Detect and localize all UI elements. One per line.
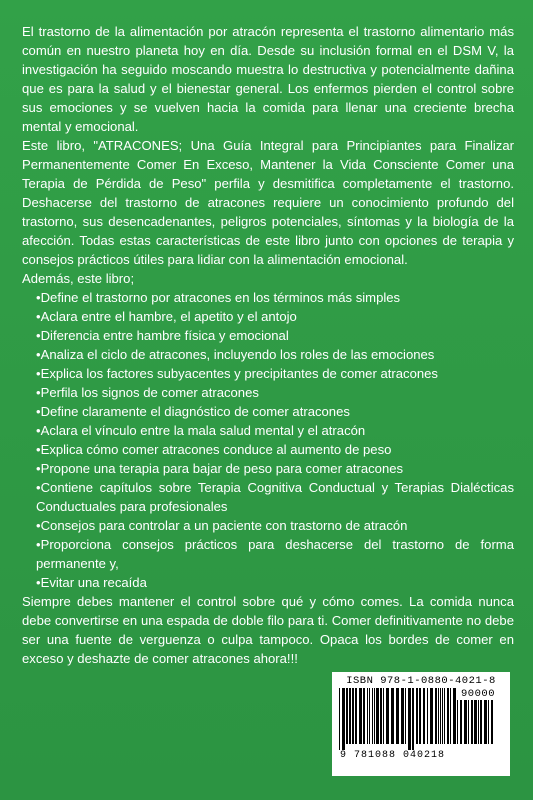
- list-item: •Evitar una recaída: [36, 575, 147, 590]
- barcode-bar: [427, 688, 428, 744]
- barcode-bar: [491, 700, 493, 744]
- barcode-bar: [438, 688, 439, 744]
- barcode-bar: [346, 688, 348, 744]
- barcode-bar: [478, 700, 479, 744]
- barcode-bar: [412, 688, 414, 750]
- barcode-bar: [342, 688, 345, 750]
- list-item: •Aclara el vínculo entre la mala salud mental y el atracón: [36, 423, 366, 438]
- barcode-bar: [471, 700, 473, 744]
- intro-paragraph-1: El trastorno de la alimentación por atracón representa el trastorno alimentario más común en nuestro planeta hoy en día. Desde su inclusión formal en el DSM V, la investigación ha seguido moscando muestra lo destructiva y potencialmente dañina que es para la salud y el bienestar general. Los enfermos pierden el control sobre sus emociones y se vuelven hacia la comida para llenar una creciente brecha mental y emocional.: [22, 24, 514, 134]
- closing-paragraph: Siempre debes mantener el control sobre qué y cómo comes. La comida nunca debe convertirse en una espada de doble filo para ti. Comer definitivamente no debe ser una fuente de verguenza o culpa tampoco. Opaca los bordes de comer en exceso y deshazte de comer atracones ahora!!!: [22, 594, 514, 666]
- list-item: •Analiza el ciclo de atracones, incluyendo los roles de las emociones: [36, 347, 435, 362]
- barcode-bar: [488, 700, 489, 744]
- barcode-bar: [474, 700, 477, 744]
- list-item: •Contiene capítulos sobre Terapia Cognitiva Conductual y Terapias Dialécticas Conductuales para profesionales: [36, 480, 514, 514]
- barcode-bar: [349, 688, 351, 744]
- list-item: •Aclara entre el hambre, el apetito y el antojo: [36, 309, 297, 324]
- barcode-bar: [383, 688, 384, 744]
- barcode-bar: [419, 688, 421, 744]
- addon-block: [456, 688, 498, 750]
- list-item: •Explica cómo comer atracones conduce al aumento de peso: [36, 442, 392, 457]
- barcode-bar: [468, 700, 469, 744]
- list-item: •Consejos para controlar a un paciente con trastorno de atracón: [36, 518, 408, 533]
- addon-bars: [456, 700, 496, 750]
- list-item: •Propone una terapia para bajar de peso para comer atracones: [36, 461, 404, 476]
- barcode-bar: [442, 688, 443, 744]
- barcode-bar: [447, 688, 449, 744]
- barcode-panel: [332, 672, 510, 776]
- barcode-bar: [376, 688, 379, 744]
- barcode-bar: [444, 688, 445, 744]
- barcode-bar: [440, 688, 441, 744]
- list-item: •Define el trastorno por atracones en los términos más simples: [36, 290, 401, 305]
- barcode-bar: [391, 688, 394, 744]
- barcode-bar: [352, 688, 354, 744]
- barcode-bar: [363, 688, 365, 744]
- ean-digits: 9 781088 040218: [340, 750, 446, 761]
- description-text: [22, 22, 514, 668]
- barcode-bar: [401, 688, 404, 744]
- barcode-bar: [369, 688, 370, 744]
- barcode-bar: [386, 688, 389, 744]
- list-item: •Explica los factores subyacentes y precipitantes de comer atracones: [36, 366, 438, 381]
- barcode-bar: [359, 688, 362, 744]
- barcode-bar: [367, 688, 368, 744]
- barcode-bar: [372, 688, 373, 744]
- list-item: •Diferencia entre hambre física y emocional: [36, 328, 289, 343]
- barcode-bar: [396, 688, 399, 744]
- barcode-bar: [423, 688, 425, 744]
- barcode-bar: [339, 688, 340, 750]
- addon-code: 90000: [460, 688, 495, 700]
- isbn-label: ISBN 978-1-0880-4021-8: [346, 675, 496, 687]
- barcode-bar: [374, 688, 375, 744]
- barcode-bar: [408, 688, 411, 750]
- barcode-bar: [460, 700, 462, 744]
- barcode-bar: [430, 688, 433, 744]
- barcode-bar: [435, 688, 437, 744]
- barcode-bars: [338, 688, 456, 750]
- list-item: •Proporciona consejos prácticos para deshacerse del trastorno de forma permanente y,: [36, 537, 514, 571]
- list-item: •Perfila los signos de comer atracones: [36, 385, 259, 400]
- barcode-bar: [480, 700, 482, 744]
- intro-paragraph-2: Este libro, "ATRACONES; Una Guía Integral para Principiantes para Finalizar Permanentemente Comer En Exceso, Mantener la Vida Consciente Comer una Terapia de Pérdida de Peso" perfila y desmitifica completamente el trastorno. Deshacerse del trastorno de atracones requiere un conocimiento profundo del trastorno, sus desencadenantes, peligros potenciales, síntomas y la biología de la afección. Todas estas características de este libro junto con opciones de terapia y consejos prácticos útiles para lidiar con la alimentación emocional.: [22, 138, 514, 267]
- list-item: •Define claramente el diagnóstico de comer atracones: [36, 404, 350, 419]
- barcode-bar: [416, 688, 418, 744]
- feature-list: [22, 288, 514, 592]
- barcode-bar: [457, 700, 458, 744]
- barcode-bar: [450, 688, 451, 744]
- barcode-bar: [464, 700, 467, 744]
- barcode-bar: [355, 688, 357, 744]
- intro-paragraph-3: Además, este libro;: [22, 271, 135, 286]
- barcode-bar: [405, 688, 406, 744]
- barcode-bar: [380, 688, 382, 744]
- barcode-row: [338, 688, 504, 750]
- barcode-bar: [484, 700, 487, 744]
